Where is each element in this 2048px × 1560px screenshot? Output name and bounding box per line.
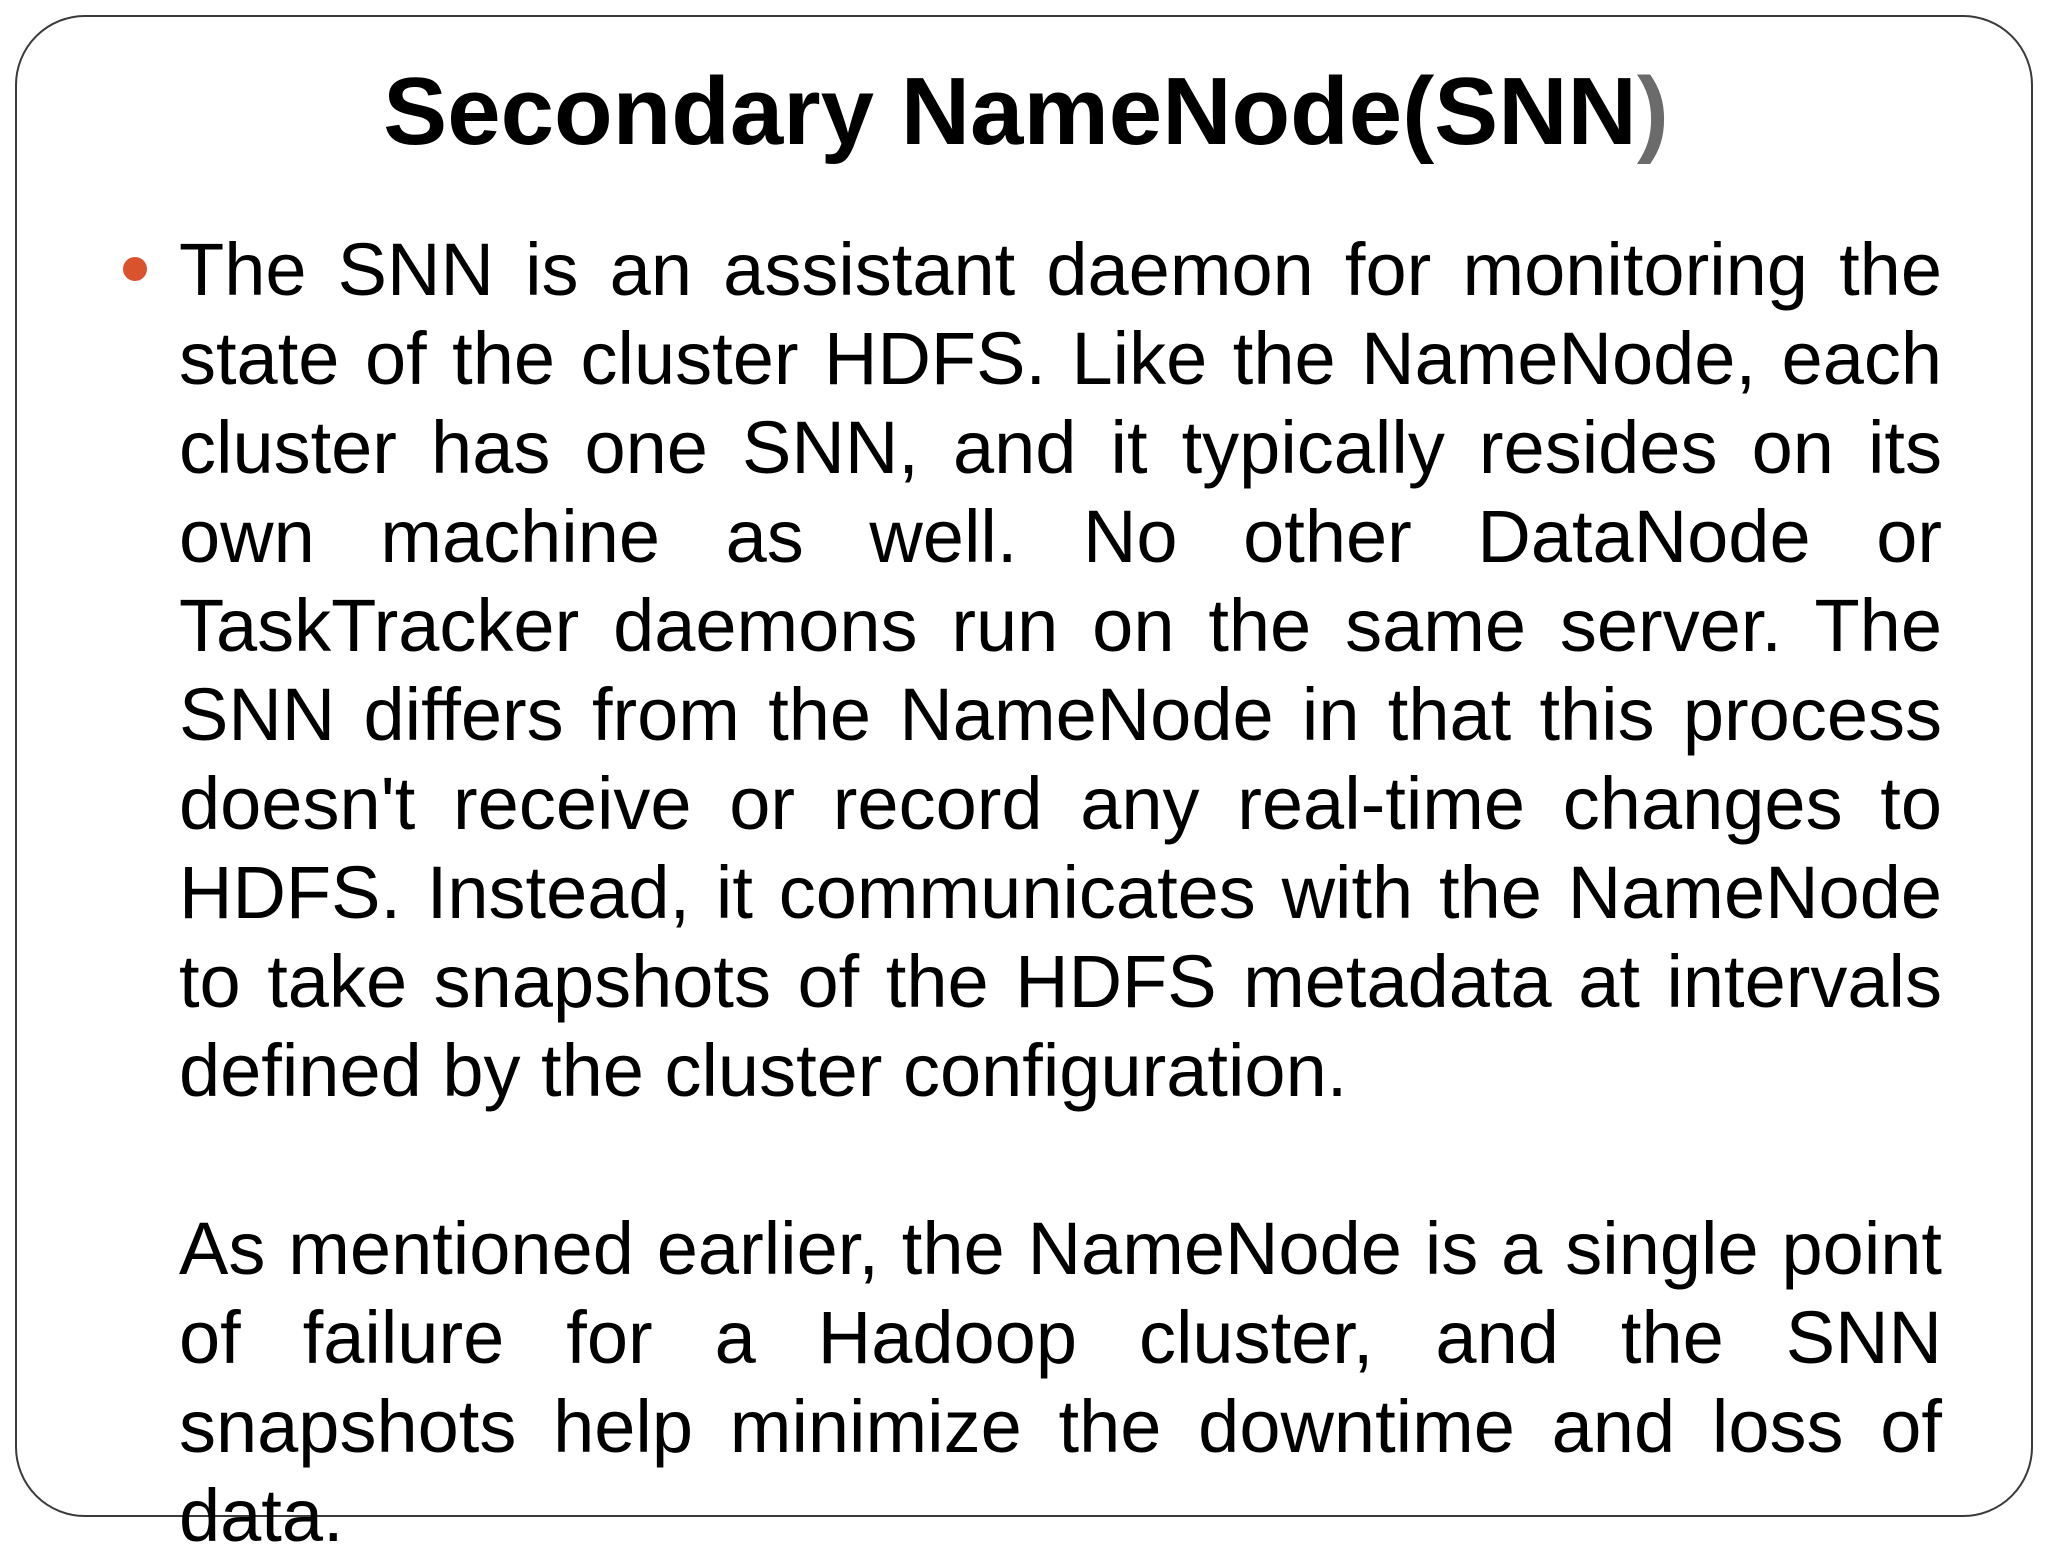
slide-title — [17, 57, 2035, 167]
slide-title-paren: ) — [1636, 58, 1669, 165]
bullet-body — [179, 225, 1942, 1560]
paragraph-snn-description: The SNN is an assistant daemon for monitoring the state of the cluster HDFS. Like the NameNode, each cluster has one SNN, and it typically resides on its own machine as well. No other DataNode or TaskTracker daemons run on the same server. The SNN differs from the NameNode in that this process doesn't receive or record any real-time changes to HDFS. Instead, it communicates with the NameNode to take snapshots of the HDFS metadata at intervals defined by the cluster configuration. — [179, 228, 1942, 1112]
slide-title-main: Secondary NameNode(SNN — [383, 58, 1637, 165]
slide-frame — [15, 15, 2033, 1557]
paragraph-snn-purpose: As mentioned earlier, the NameNode is a single point of failure for a Hadoop cluster, and the SNN snapshots help minimize the downtime and loss of data. — [179, 1207, 1942, 1557]
bullet-dot-icon — [123, 257, 147, 281]
